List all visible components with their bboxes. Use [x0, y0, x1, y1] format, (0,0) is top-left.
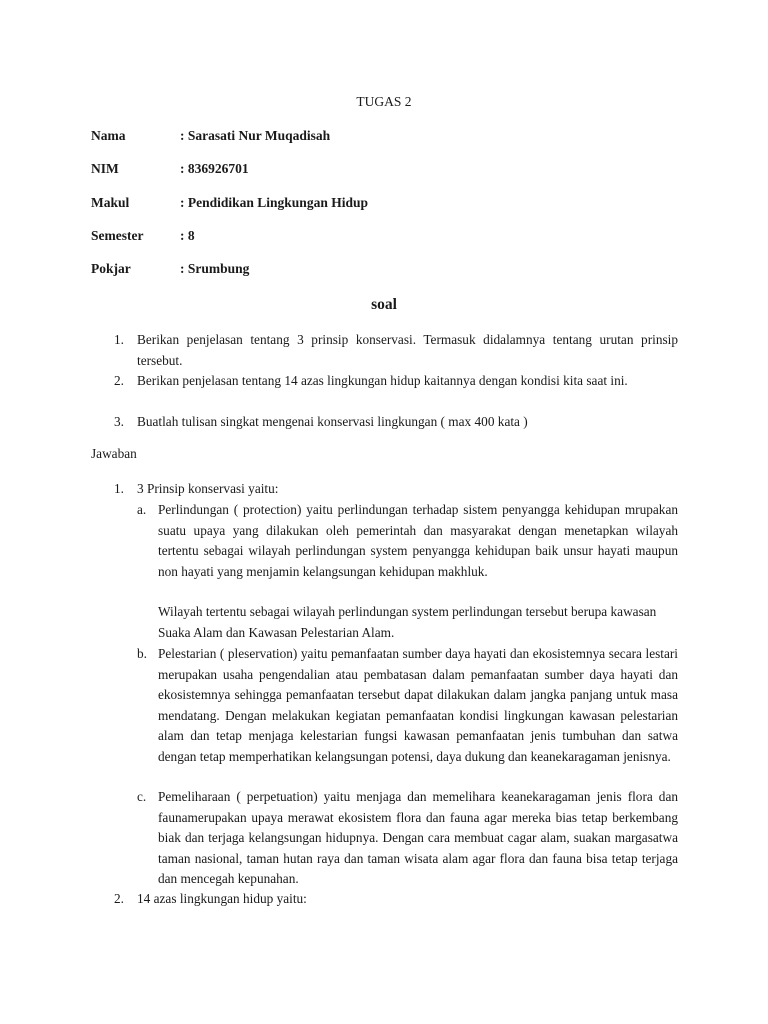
info-label: Semester [91, 228, 144, 243]
principle-item: Perlindungan ( protection) yaitu perlindungan terhadap sistem penyangga kehidupan mrupakan suatu upaya yang dilakukan oleh pemerintah dan masyarakat dengan menetapkan wilayah tertentu sebagai wilayah perlindungan system penyangga kehidupan baik unsur hayati maupun non hayati yang menjamin kelangsungan kehidupan makhluk. [158, 502, 678, 579]
answer-label: Jawaban [91, 446, 137, 461]
info-row-semester [91, 228, 195, 244]
info-value: : Sarasati Nur Muqadisah [180, 128, 331, 143]
principle-item: Pemeliharaan ( perpetuation) yaitu menjaga dan memelihara keanekaragaman jenis flora dan faunamerupakan upaya merawat ekosistem flora dan fauna agar mereka bias tetap berkembang biak dan terjaga kelangsungan hidupnya. Dengan cara membuat cagar alam, suakan margasatwa taman nasional, taman hutan raya dan taman wisata alam agar flora dan fauna bisa tetap terjaga dan mencegah kepunahan. [158, 789, 678, 886]
answer-heading: 3 Prinsip konservasi yaitu: [137, 481, 279, 496]
info-row-nim [91, 161, 249, 177]
info-value: : 8 [180, 228, 195, 243]
question-number: 2. [114, 373, 124, 388]
info-row-makul [91, 195, 368, 211]
info-label: Makul [91, 195, 130, 210]
info-value: : 836926701 [180, 161, 249, 176]
info-row-pokjar [91, 261, 249, 277]
principle-letter: a. [137, 502, 147, 517]
question-item: Berikan penjelasan tentang 14 azas lingkungan hidup kaitannya dengan kondisi kita saat ini. [137, 373, 628, 388]
document-title: TUGAS 2 [356, 94, 412, 109]
info-label: Pokjar [91, 261, 131, 276]
principle-item-note: Wilayah tertentu sebagai wilayah perlindungan system perlindungan tersebut berupa kawasan Suaka Alam dan Kawasan Pelestarian Alam. [158, 604, 657, 640]
question-number: 1. [114, 332, 124, 347]
answer-number: 2. [114, 891, 124, 906]
soal-heading: soal [371, 296, 397, 313]
info-row-nama [91, 128, 330, 144]
info-value: : Pendidikan Lingkungan Hidup [180, 195, 368, 210]
principle-letter: c. [137, 789, 147, 804]
answer-heading: 14 azas lingkungan hidup yaitu: [137, 891, 307, 906]
info-value: : Srumbung [180, 261, 250, 276]
question-item: Berikan penjelasan tentang 3 prinsip konservasi. Termasuk didalamnya tentang urutan prinsip tersebut. [137, 332, 678, 368]
info-label: NIM [91, 161, 119, 176]
principle-item: Pelestarian ( pleservation) yaitu pemanfaatan sumber daya hayati dan ekosistemnya secara lestari merupakan usaha pengendalian atau pembatasan dalam pemanfaatan sumber daya hayati dan ekosistemnya sehingga pemanfaatan tersebut dapat dilakukan dalam jangka panjang untuk masa mendatang. Dengan melakukan kegiatan pemanfaatan kondisi lingkungan kawasan pelestarian alam dan tetap menjaga kelestarian fungsi kawasan pemanfaatan jenis tumbuhan dan satwa dengan tetap memperhatikan kelangsungan potensi, daya dukung dan keanekaragaman jenisnya. [158, 646, 678, 764]
question-number: 3. [114, 414, 124, 429]
info-label: Nama [91, 128, 126, 143]
principle-letter: b. [137, 646, 147, 661]
answer-number: 1. [114, 481, 124, 496]
question-item: Buatlah tulisan singkat mengenai konservasi lingkungan ( max 400 kata ) [137, 414, 528, 429]
